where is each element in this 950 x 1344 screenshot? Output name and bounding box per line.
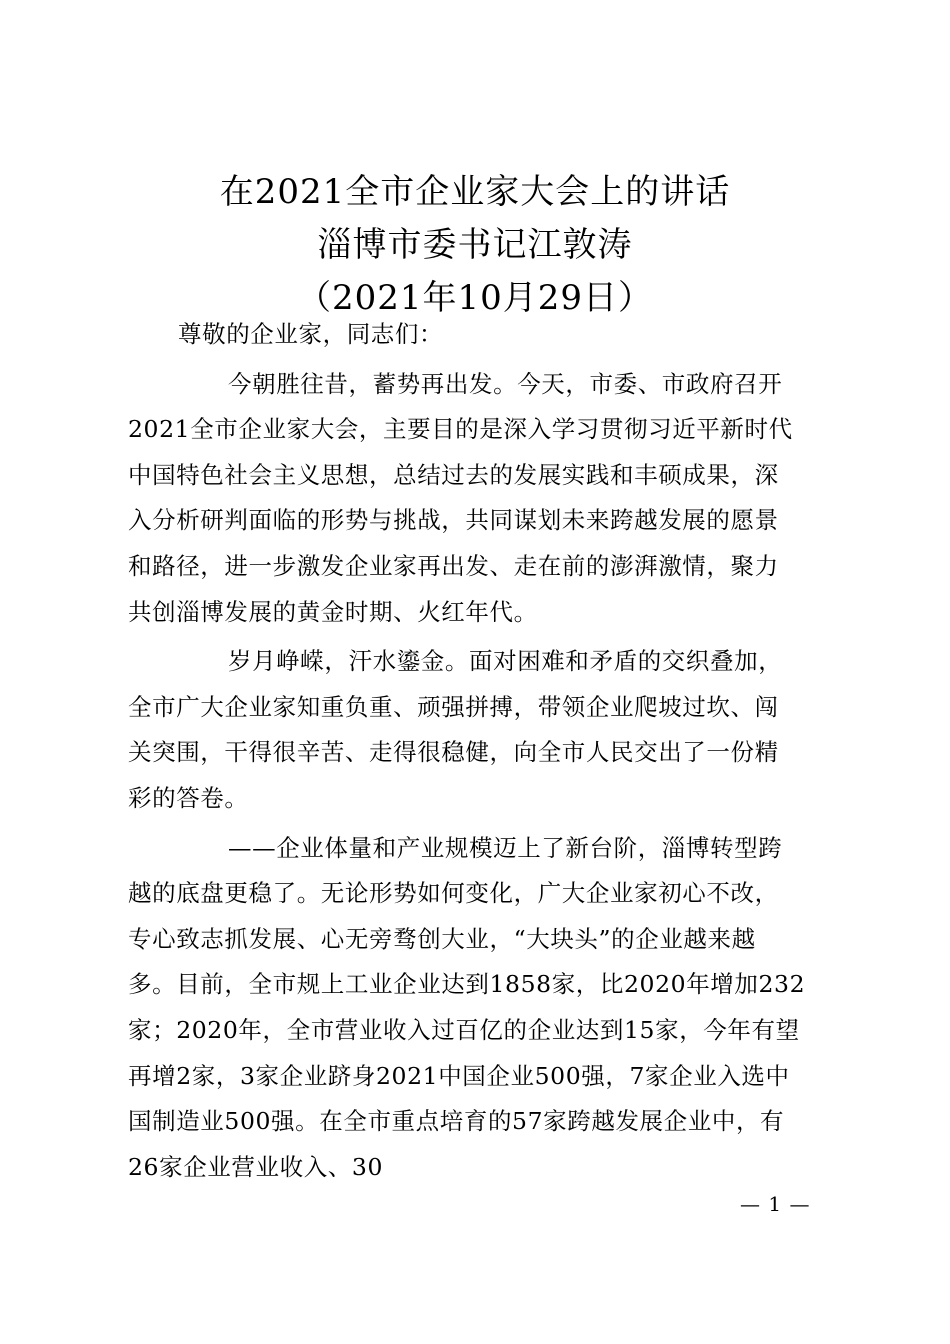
paragraph-3-line-1: ——企业体量和产业规模迈上了新台阶，淄博转型跨 [228,833,783,862]
paragraph-3-line-7: 国制造业500强。在全市重点培育的57家跨越发展企业中，有 [128,1107,785,1136]
paragraph-1-line-6: 共创淄博发展的黄金时期、火红年代。 [128,597,538,626]
salutation: 尊敬的企业家，同志们： [178,320,444,348]
speaker-line: 淄博市委书记江敦涛 [317,225,633,265]
paragraph-2-line-4: 彩的答卷。 [128,783,249,812]
paragraph-3-line-6: 再增2家，3家企业跻身2021中国企业500强，7家企业入选中 [128,1061,790,1090]
paragraph-1-line-2: 2021全市企业家大会，主要目的是深入学习贯彻习近平新时代 [128,415,793,444]
title-block [0,166,950,325]
speech-title: 在2021全市企业家大会上的讲话 [219,172,731,212]
paragraph-3-line-5: 家；2020年，全市营业收入过百亿的企业达到15家，今年有望 [128,1015,800,1044]
paragraph-1-line-4: 入分析研判面临的形势与挑战，共同谋划未来跨越发展的愿景 [128,506,779,535]
paragraph-2-line-2: 全市广大企业家知重负重、顽强拼搏，带领企业爬坡过坎、闯 [128,692,779,721]
paragraph-3-line-4: 多。目前，全市规上工业企业达到1858家，比2020年增加232 [128,970,806,999]
paragraph-1-line-5: 和路径，进一步激发企业家再出发、走在前的澎湃激情，聚力 [128,551,779,580]
speech-date: （2021年10月29日） [296,278,654,318]
paragraph-3-line-3: 专心致志抓发展、心无旁骛创大业，“大块头”的企业越来越 [128,924,756,953]
paragraph-2-line-3: 关突围，干得很辛苦、走得很稳健，向全市人民交出了一份精 [128,738,779,767]
paragraph-3-line-2: 越的底盘更稳了。无论形势如何变化，广大企业家初心不改， [128,879,779,908]
paragraph-3-line-8: 26家企业营业收入、30 [128,1152,384,1181]
paragraph-1-line-1: 今朝胜往昔，蓄势再出发。今天，市委、市政府召开 [228,369,783,398]
body-text [128,312,828,1190]
paragraph-1-line-3: 中国特色社会主义思想，总结过去的发展实践和丰硕成果，深 [128,460,779,489]
page-number: — 1 — [740,1192,811,1216]
paragraph-2-line-1: 岁月峥嵘，汗水鎏金。面对困难和矛盾的交织叠加， [228,647,783,676]
